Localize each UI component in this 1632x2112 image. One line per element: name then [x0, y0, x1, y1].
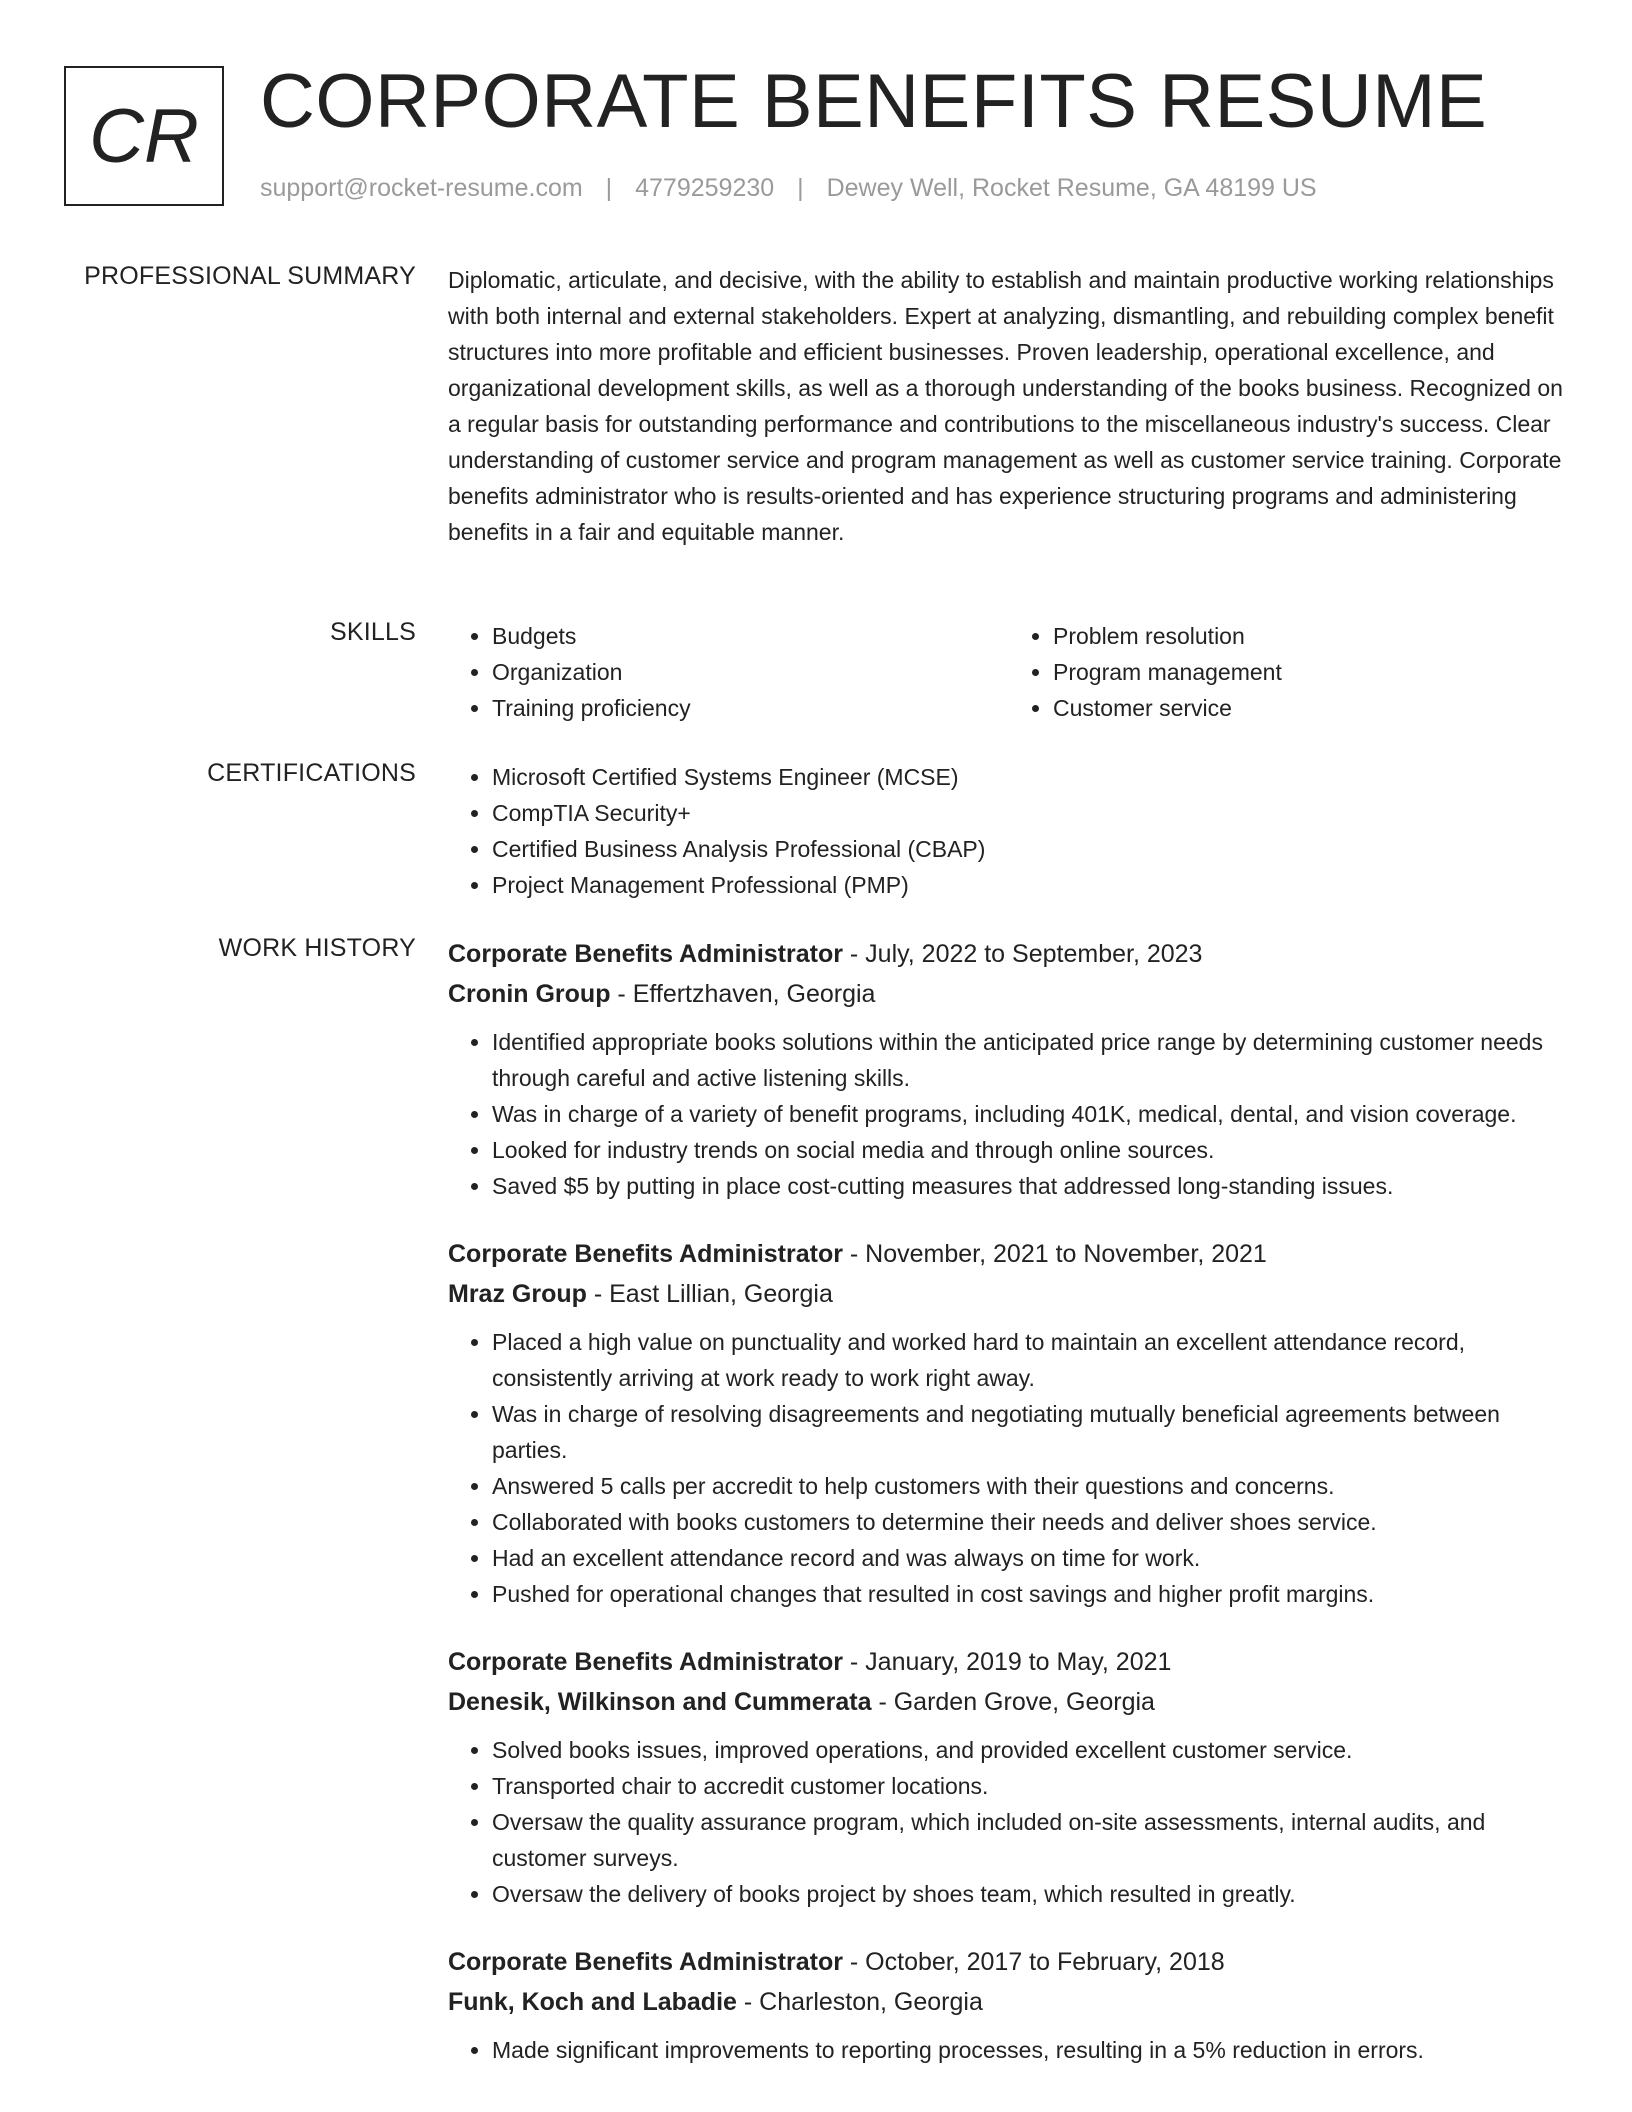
certification-item: • Certified Business Analysis Professional (CBAP): [492, 831, 1570, 867]
job-location: - East Lillian, Georgia: [586, 1280, 833, 1308]
contact-line: [260, 174, 1317, 203]
certifications-heading: CERTIFICATIONS: [207, 759, 416, 787]
job-entry: [448, 1942, 1570, 2068]
job-role: Corporate Benefits Administrator: [448, 1240, 843, 1268]
job-entry: [448, 1234, 1570, 1612]
job-bullet: • Looked for industry trends on social media and through online sources.: [492, 1132, 1570, 1168]
job-entry: [448, 1642, 1570, 1912]
job-company-line: [448, 1682, 1570, 1722]
job-company-line: [448, 1982, 1570, 2022]
contact-separator: |: [797, 174, 804, 202]
job-company: Cronin Group: [448, 980, 611, 1008]
skills-list-right: [1009, 618, 1570, 726]
skill-item: • Organization: [492, 654, 1009, 690]
job-bullet: • Saved $5 by putting in place cost-cutting measures that addressed long-standing issues.: [492, 1168, 1570, 1204]
skills-list-left: [448, 618, 1009, 726]
job-bullet: • Oversaw the delivery of books project by shoes team, which resulted in greatly.: [492, 1876, 1570, 1912]
job-bullet: • Had an excellent attendance record and was always on time for work.: [492, 1540, 1570, 1576]
job-bullets: [448, 1024, 1570, 1204]
job-title-line: [448, 1234, 1570, 1274]
job-bullet: • Collaborated with books customers to determine their needs and deliver shoes service.: [492, 1504, 1570, 1540]
job-role: Corporate Benefits Administrator: [448, 1948, 843, 1976]
initials-monogram: CR: [64, 66, 224, 206]
job-bullet: • Solved books issues, improved operations, and provided excellent customer service.: [492, 1732, 1570, 1768]
job-location: - Garden Grove, Georgia: [871, 1688, 1155, 1716]
skill-item: • Problem resolution: [1053, 618, 1570, 654]
certification-item: • Microsoft Certified Systems Engineer (MCSE): [492, 759, 1570, 795]
skill-item: • Customer service: [1053, 690, 1570, 726]
summary-heading: PROFESSIONAL SUMMARY: [84, 262, 416, 290]
job-role: Corporate Benefits Administrator: [448, 1648, 843, 1676]
job-company: Denesik, Wilkinson and Cummerata: [448, 1688, 872, 1716]
job-location: - Effertzhaven, Georgia: [610, 980, 876, 1008]
job-bullet: • Was in charge of resolving disagreements and negotiating mutually beneficial agreements between parties.: [492, 1396, 1570, 1468]
job-bullets: [448, 1732, 1570, 1912]
skill-item: • Training proficiency: [492, 690, 1009, 726]
job-dates: - November, 2021 to November, 2021: [842, 1240, 1267, 1268]
job-bullet: • Answered 5 calls per accredit to help customers with their questions and concerns.: [492, 1468, 1570, 1504]
job-bullet: • Placed a high value on punctuality and worked hard to maintain an excellent attendance record, consistently arriving at work ready to work right away.: [492, 1324, 1570, 1396]
job-company: Mraz Group: [448, 1280, 587, 1308]
job-location: - Charleston, Georgia: [736, 1988, 983, 2016]
contact-address: Dewey Well, Rocket Resume, GA 48199 US: [826, 174, 1317, 202]
job-dates: - July, 2022 to September, 2023: [842, 940, 1203, 968]
job-bullet: • Oversaw the quality assurance program, which included on-site assessments, internal audits, and customer surveys.: [492, 1804, 1570, 1876]
work-history-heading: WORK HISTORY: [218, 934, 416, 962]
job-title-line: [448, 1642, 1570, 1682]
contact-email: support@rocket-resume.com: [260, 174, 583, 202]
job-bullet: • Transported chair to accredit customer locations.: [492, 1768, 1570, 1804]
job-bullet: • Pushed for operational changes that resulted in cost savings and higher profit margins.: [492, 1576, 1570, 1612]
job-company-line: [448, 1274, 1570, 1314]
certifications-list: [448, 759, 1570, 903]
job-bullet: • Was in charge of a variety of benefit programs, including 401K, medical, dental, and vision coverage.: [492, 1096, 1570, 1132]
skill-item: • Program management: [1053, 654, 1570, 690]
resume-header: [64, 59, 1572, 216]
summary-text: Diplomatic, articulate, and decisive, with the ability to establish and maintain productive working relationships with both internal and external stakeholders. Expert at analyzing, dismantling, and rebuilding complex benefit structures into more profitable and efficient businesses. Proven leadership, operational excellence, and organizational development skills, as well as a thorough understanding of the books business. Recognized on a regular basis for outstanding performance and contributions to the miscellaneous industry's success. Clear understanding of customer service and program management as well as customer service training. Corporate benefits administrator who is results-oriented and has experience structuring programs and administering benefits in a fair and equitable manner.: [448, 267, 1563, 545]
skills-heading: SKILLS: [330, 618, 416, 646]
certification-item: • CompTIA Security+: [492, 795, 1570, 831]
job-bullet: • Made significant improvements to reporting processes, resulting in a 5% reduction in errors.: [492, 2032, 1570, 2068]
job-bullets: [448, 1324, 1570, 1612]
job-title-line: [448, 1942, 1570, 1982]
job-dates: - January, 2019 to May, 2021: [842, 1648, 1172, 1676]
resume-title: CORPORATE BENEFITS RESUME: [260, 59, 1488, 144]
job-company: Funk, Koch and Labadie: [448, 1988, 737, 2016]
certification-item: • Project Management Professional (PMP): [492, 867, 1570, 903]
job-role: Corporate Benefits Administrator: [448, 940, 843, 968]
job-company-line: [448, 974, 1570, 1014]
job-bullet: • Identified appropriate books solutions within the anticipated price range by determining customer needs through careful and active listening skills.: [492, 1024, 1570, 1096]
contact-separator: |: [605, 174, 613, 202]
job-dates: - October, 2017 to February, 2018: [842, 1948, 1225, 1976]
job-entry: [448, 934, 1570, 1204]
contact-phone: 4779259230: [635, 174, 775, 202]
job-title-line: [448, 934, 1570, 974]
job-bullets: [448, 2032, 1570, 2068]
skill-item: • Budgets: [492, 618, 1009, 654]
